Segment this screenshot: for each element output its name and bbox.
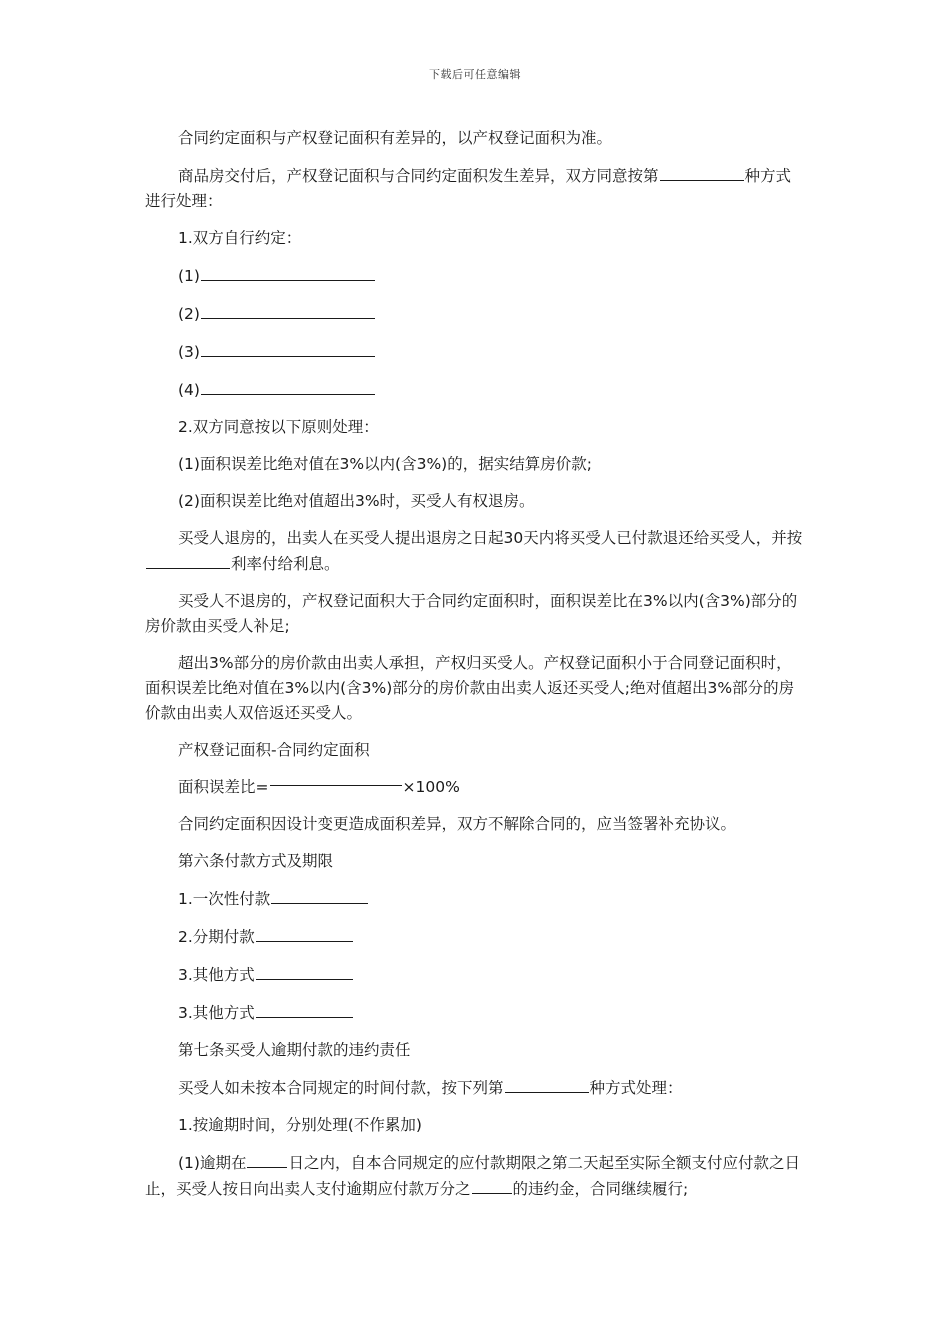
fill-blank	[247, 1150, 287, 1168]
page-header-note: 下载后可任意编辑	[429, 68, 521, 81]
fill-blank	[201, 263, 375, 281]
fill-blank	[271, 886, 368, 904]
paragraph: 买受人退房的，出卖人在买受人提出退房之日起30天内将买受人已付款退还给买受人，并按利率付给利息。	[145, 526, 805, 577]
paragraph: 买受人不退房的，产权登记面积大于合同约定面积时，面积误差比在3%以内(含3%)部分的房价款由买受人补足;	[145, 592, 798, 635]
list-item: (3)	[145, 339, 805, 365]
paragraph: (2)面积误差比绝对值超出3%时，买受人有权退房。	[178, 492, 535, 510]
list-item: 3.其他方式	[145, 962, 805, 988]
paragraph: 合同约定面积因设计变更造成面积差异，双方不解除合同的，应当签署补充协议。	[178, 815, 737, 833]
fill-blank	[256, 924, 353, 942]
fill-blank	[660, 163, 744, 181]
fill-blank	[472, 1176, 512, 1194]
paragraph: 商品房交付后，产权登记面积与合同约定面积发生差异，双方同意按第 种方式进行处理：	[145, 163, 805, 214]
list-item: (2)	[145, 301, 805, 327]
section-heading: 第六条付款方式及期限	[178, 852, 334, 870]
paragraph: 2.双方同意按以下原则处理：	[178, 418, 379, 436]
fill-blank	[256, 962, 353, 980]
document-body	[145, 126, 805, 1214]
paragraph: 1.双方自行约定：	[178, 229, 302, 247]
list-item: 2.分期付款	[145, 924, 805, 950]
formula-numerator: 产权登记面积-合同约定面积	[178, 741, 370, 759]
paragraph: 1.按逾期时间，分别处理(不作累加)	[178, 1116, 422, 1134]
paragraph: 超出3%部分的房价款由出卖人承担，产权归买受人。产权登记面积小于合同登记面积时，面积误差比绝对值在3%以内(含3%)部分的房价款由出卖人返还买受人;绝对值超出3%部分的房价款由出卖人双倍返还买受人。	[145, 654, 795, 722]
paragraph: 买受人如未按本合同规定的时间付款，按下列第 种方式处理：	[145, 1075, 805, 1101]
list-item: 3.其他方式	[145, 1000, 805, 1026]
fill-blank	[146, 551, 230, 569]
fill-blank	[201, 301, 375, 319]
fill-blank	[256, 1000, 353, 1018]
paragraph: (1)面积误差比绝对值在3%以内(含3%)的，据实结算房价款;	[178, 455, 592, 473]
paragraph: (1)逾期在 日之内，自本合同规定的应付款期限之第二天起至实际全额支付应付款之日止，买受人按日向出卖人支付逾期应付款万分之 的违约金，合同继续履行;	[145, 1150, 805, 1202]
fill-blank	[505, 1075, 589, 1093]
paragraph: 合同约定面积与产权登记面积有差异的，以产权登记面积为准。	[178, 129, 613, 147]
section-heading: 第七条买受人逾期付款的违约责任	[178, 1041, 411, 1059]
list-item: (1)	[145, 263, 805, 289]
list-item: (4)	[145, 377, 805, 403]
fill-blank	[201, 377, 375, 395]
fraction-line	[270, 785, 402, 786]
list-item: 1.一次性付款	[145, 886, 805, 912]
fill-blank	[201, 339, 375, 357]
formula: 面积误差比= ×100%	[178, 778, 460, 796]
